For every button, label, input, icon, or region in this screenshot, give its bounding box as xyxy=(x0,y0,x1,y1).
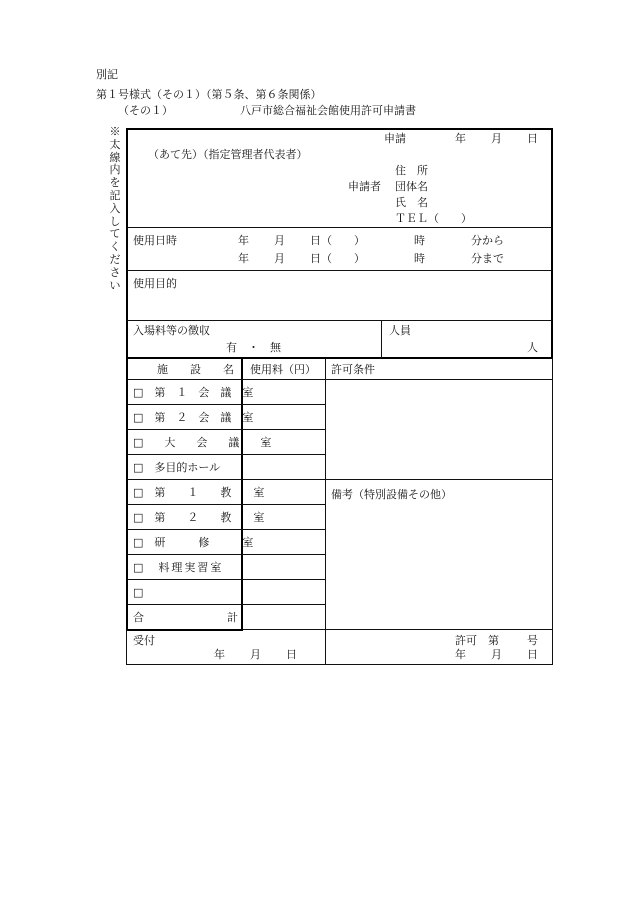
facility-classroom-1: □ 第 １ 教 室 xyxy=(133,486,265,499)
facility-room-2: □ 第 ２ 会 議 室 xyxy=(133,411,254,424)
end-month-label: 月 xyxy=(274,252,285,265)
permit-year-label: 年 xyxy=(455,648,466,661)
permit-day-label: 日 xyxy=(527,648,538,661)
footer-top-line xyxy=(243,629,552,630)
facility-name-header: 施 設 名 xyxy=(157,363,234,376)
facility-training-room: □ 研 修 室 xyxy=(133,536,254,549)
betsuki-label: 別記 xyxy=(96,68,118,81)
remarks-label: 備考（特別設備その他） xyxy=(331,488,452,501)
row-line xyxy=(127,529,326,530)
thick-border-left xyxy=(126,128,128,359)
fee-label: 入場料等の徴収 xyxy=(133,324,210,337)
end-minute-label: 分まで xyxy=(471,252,504,265)
facility-thick-bottom xyxy=(126,629,243,631)
divider-people xyxy=(381,320,382,358)
table-border-right xyxy=(552,358,553,665)
total-label-left: 合 xyxy=(133,611,144,624)
people-label: 人員 xyxy=(389,324,411,337)
facility-thick-left xyxy=(126,358,128,631)
row-line xyxy=(127,604,326,605)
form-sub-number: （その１） xyxy=(118,104,173,117)
end-day-label: 日（ ） xyxy=(310,252,365,265)
facility-room-1: □ 第 １ 会 議 室 xyxy=(133,386,254,399)
address-label: 住 所 xyxy=(395,164,428,177)
reception-year-label: 年 xyxy=(214,648,225,661)
permit-month-label: 月 xyxy=(491,648,502,661)
permit-go-label: 号 xyxy=(527,634,538,647)
addressee-label: （あて先）（指定管理者代表者） xyxy=(148,148,308,161)
start-month-label: 月 xyxy=(274,234,285,247)
total-label-right: 計 xyxy=(227,611,238,624)
apply-day-label: 日 xyxy=(527,132,538,145)
facility-cooking-room: □ 料理実習室 xyxy=(133,561,224,574)
facility-classroom-2: □ 第 ２ 教 室 xyxy=(133,511,265,524)
footer-bottom-line xyxy=(126,664,553,665)
apply-year-label: 年 xyxy=(455,132,466,145)
side-note: ※太線内を記入してください xyxy=(109,125,121,292)
apply-month-label: 月 xyxy=(491,132,502,145)
people-unit: 人 xyxy=(527,341,538,354)
row-line xyxy=(127,504,326,505)
row-line xyxy=(127,554,326,555)
divider-purpose xyxy=(127,270,552,271)
row-line xyxy=(127,579,326,580)
organization-label: 団体名 xyxy=(395,180,428,193)
facility-other: □ xyxy=(133,586,144,599)
conditions-header: 許可条件 xyxy=(331,363,375,376)
start-hour-label: 時 xyxy=(414,234,425,247)
thick-border-top xyxy=(126,128,553,130)
document-title: 八戸市総合福祉会館使用許可申請書 xyxy=(240,104,416,117)
tel-label: ＴＥＬ（ ） xyxy=(395,212,472,225)
facility-hall: □ 多目的ホール xyxy=(133,461,221,474)
row-line xyxy=(127,404,326,405)
end-hour-label: 時 xyxy=(414,252,425,265)
applicant-label: 申請者 xyxy=(348,180,381,193)
permit-no-label: 許可 第 xyxy=(455,634,499,647)
form-number: 第１号様式（その１）（第５条、第６条関係） xyxy=(96,88,322,101)
row-line xyxy=(127,429,326,430)
reception-label: 受付 xyxy=(133,634,155,647)
row-line xyxy=(127,454,326,455)
start-year-label: 年 xyxy=(238,234,249,247)
shinsei-label: 申請 xyxy=(384,132,406,145)
header-row-line xyxy=(127,379,552,380)
facility-large-room: □ 大 会 議 室 xyxy=(133,436,277,449)
table-border-left-bottom xyxy=(126,630,127,665)
reception-month-label: 月 xyxy=(250,648,261,661)
end-year-label: 年 xyxy=(238,252,249,265)
start-day-label: 日（ ） xyxy=(310,234,365,247)
divider-datetime xyxy=(127,227,552,228)
datetime-label: 使用日時 xyxy=(133,234,177,247)
row-line-remarks xyxy=(127,479,552,480)
fee-value: 有 ・ 無 xyxy=(226,341,281,354)
reception-day-label: 日 xyxy=(286,648,297,661)
purpose-label: 使用目的 xyxy=(133,277,177,290)
start-minute-label: 分から xyxy=(471,234,504,247)
thick-border-bottom xyxy=(126,357,553,359)
fee-header: 使用料（円） xyxy=(250,363,316,376)
thick-border-right xyxy=(551,128,553,359)
name-label: 氏 名 xyxy=(395,196,428,209)
divider-fee xyxy=(127,320,552,321)
